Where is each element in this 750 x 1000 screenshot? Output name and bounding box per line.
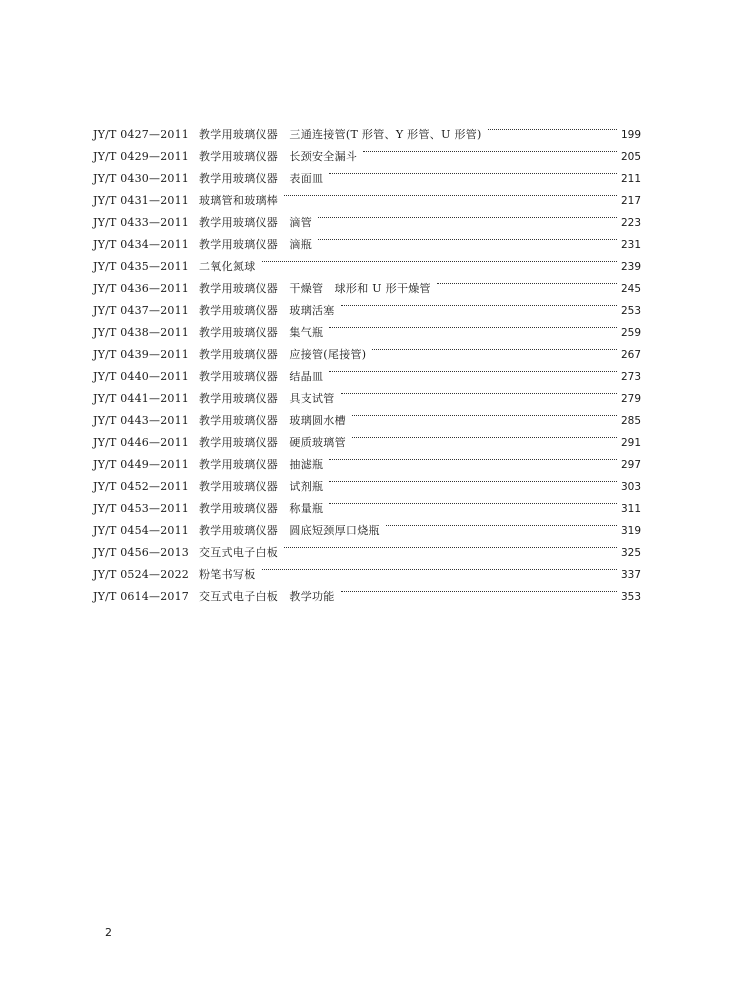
entry-title: 教学用玻璃仪器 滴管 (199, 216, 312, 229)
dot-leader (329, 490, 617, 512)
standard-code: JY/T 0454—2011 (93, 524, 189, 537)
entry-title: 教学用玻璃仪器 抽滤瓶 (199, 458, 324, 471)
entry-page-number: 337 (620, 569, 641, 581)
entry-title: 教学用玻璃仪器 硬质玻璃管 (199, 436, 346, 449)
entry-page-number: 311 (620, 503, 641, 515)
entry-page-number: 199 (620, 129, 641, 141)
entry-title: 教学用玻璃仪器 玻璃圆水槽 (199, 414, 346, 427)
page-number: 2 (105, 926, 112, 939)
standard-code: JY/T 0456—2013 (93, 546, 189, 559)
entry-title: 教学用玻璃仪器 长颈安全漏斗 (199, 150, 358, 163)
entry-title: 玻璃管和玻璃棒 (199, 194, 279, 207)
dot-leader (318, 226, 617, 248)
entry-title: 教学用玻璃仪器 表面皿 (199, 172, 324, 185)
dot-leader (386, 512, 617, 534)
standard-code: JY/T 0431—2011 (93, 194, 189, 207)
entry-title: 二氧化氮球 (199, 260, 256, 273)
entry-page-number: 245 (620, 283, 641, 295)
dot-leader (262, 556, 617, 578)
dot-leader (363, 138, 617, 160)
entry-page-number: 285 (620, 415, 641, 427)
standard-code: JY/T 0429—2011 (93, 150, 189, 163)
entry-title: 教学用玻璃仪器 滴瓶 (199, 238, 312, 251)
dot-leader (284, 534, 617, 556)
entry-page-number: 211 (620, 173, 641, 185)
dot-leader (329, 358, 617, 380)
entry-title: 交互式电子白板 教学功能 (199, 590, 335, 603)
entry-page-number: 253 (620, 305, 641, 317)
dot-leader (329, 446, 617, 468)
entry-page-number: 319 (620, 525, 641, 537)
standard-code: JY/T 0430—2011 (93, 172, 189, 185)
entry-page-number: 239 (620, 261, 641, 273)
dot-leader (329, 468, 617, 490)
standard-code: JY/T 0443—2011 (93, 414, 189, 427)
entry-page-number: 205 (620, 151, 641, 163)
entry-page-number: 297 (620, 459, 641, 471)
dot-leader (262, 248, 617, 270)
dot-leader (352, 402, 617, 424)
entry-title: 教学用玻璃仪器 圆底短颈厚口烧瓶 (199, 524, 380, 537)
standard-code: JY/T 0614—2017 (93, 590, 189, 603)
entry-page-number: 231 (620, 239, 641, 251)
entry-page-number: 267 (620, 349, 641, 361)
dot-leader (341, 578, 617, 600)
entry-page-number: 325 (620, 547, 641, 559)
entry-title: 交互式电子白板 (199, 546, 279, 559)
standard-code: JY/T 0441—2011 (93, 392, 189, 405)
entry-page-number: 259 (620, 327, 641, 339)
dot-leader (341, 380, 617, 402)
standard-code: JY/T 0435—2011 (93, 260, 189, 273)
entry-title: 教学用玻璃仪器 玻璃活塞 (199, 304, 335, 317)
dot-leader (318, 204, 617, 226)
entry-title: 教学用玻璃仪器 具支试管 (199, 392, 335, 405)
standard-code: JY/T 0437—2011 (93, 304, 189, 317)
standard-code: JY/T 0438—2011 (93, 326, 189, 339)
dot-leader (372, 336, 617, 358)
entry-title: 教学用玻璃仪器 结晶皿 (199, 370, 324, 383)
table-of-contents (93, 116, 641, 603)
standard-code: JY/T 0427—2011 (93, 128, 189, 141)
entry-title: 教学用玻璃仪器 集气瓶 (199, 326, 324, 339)
standard-code: JY/T 0439—2011 (93, 348, 189, 361)
dot-leader (488, 116, 617, 138)
entry-page-number: 353 (620, 591, 641, 603)
entry-title: 教学用玻璃仪器 三通连接管(T 形管、Y 形管、U 形管) (199, 128, 482, 141)
dot-leader (341, 292, 617, 314)
entry-title: 教学用玻璃仪器 称量瓶 (199, 502, 324, 515)
standard-code: JY/T 0452—2011 (93, 480, 189, 493)
dot-leader (352, 424, 617, 446)
standard-code: JY/T 0433—2011 (93, 216, 189, 229)
standard-code: JY/T 0434—2011 (93, 238, 189, 251)
entry-page-number: 291 (620, 437, 641, 449)
dot-leader (329, 160, 617, 182)
standard-code: JY/T 0524—2022 (93, 568, 189, 581)
entry-title: 教学用玻璃仪器 应接管(尾接管) (199, 348, 367, 361)
standard-code: JY/T 0440—2011 (93, 370, 189, 383)
entry-page-number: 217 (620, 195, 641, 207)
entry-title: 教学用玻璃仪器 试剂瓶 (199, 480, 324, 493)
entry-page-number: 303 (620, 481, 641, 493)
entry-title: 教学用玻璃仪器 干燥管 球形和 U 形干燥管 (199, 282, 431, 295)
toc-entry (93, 116, 641, 141)
entry-title: 粉笔书写板 (199, 568, 256, 581)
standard-code: JY/T 0446—2011 (93, 436, 189, 449)
standard-code: JY/T 0453—2011 (93, 502, 189, 515)
dot-leader (329, 314, 617, 336)
entry-page-number: 273 (620, 371, 641, 383)
standard-code: JY/T 0449—2011 (93, 458, 189, 471)
standard-code: JY/T 0436—2011 (93, 282, 189, 295)
entry-page-number: 223 (620, 217, 641, 229)
dot-leader (437, 270, 617, 292)
entry-page-number: 279 (620, 393, 641, 405)
dot-leader (284, 182, 617, 204)
